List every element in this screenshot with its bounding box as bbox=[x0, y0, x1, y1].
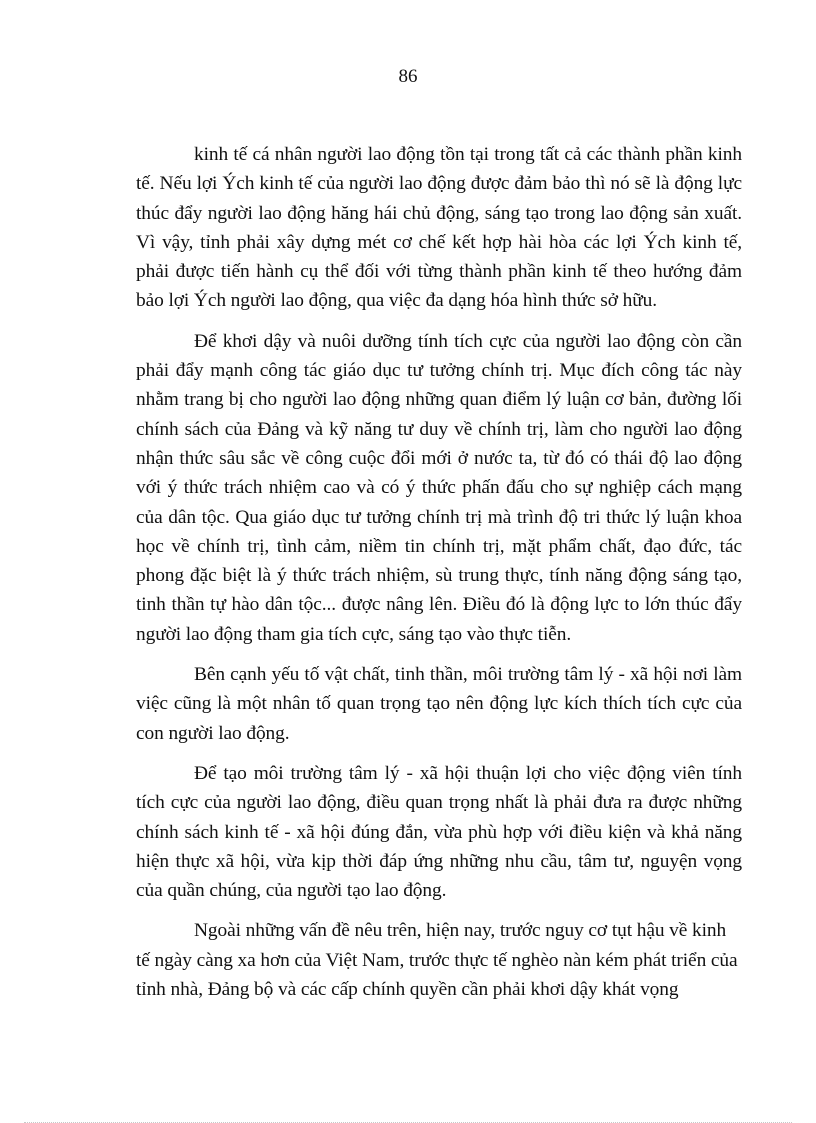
paragraph: Bên cạnh yếu tố vật chất, tinh thần, môi trường tâm lý - xã hội nơi làm việc cũng là một nhân tố quan trọng tạo nên động lực kích thích tích cực của con người lao động. bbox=[136, 664, 742, 744]
paragraph: Để tạo môi trường tâm lý - xã hội thuận lợi cho việc động viên tính tích cực của người lao động, điều quan trọng nhất là phải đưa ra được những chính sách kinh tế - xã hội đúng đắn, vừa phù hợp với điều kiện và khả năng hiện thực xã hội, vừa kịp thời đáp ứng những nhu cầu, tâm tư, nguyện vọng của quần chúng, của người tạo lao động. bbox=[136, 762, 742, 902]
page-number: 86 bbox=[398, 66, 418, 87]
paragraph: Để khơi dậy và nuôi dưỡng tính tích cực của người lao động còn cần phải đẩy mạnh công tác giáo dục tư tưởng chính trị. Mục đích công tác này nhằm trang bị cho người lao động những quan điểm lý luận cơ bản, đường lối chính sách của Đảng và kỹ năng tư duy về chính trị, làm cho người lao động nhận thức sâu sắc về công cuộc đổi mới ở nước ta, từ đó có thái độ lao động với ý thức trách nhiệm cao và có ý thức phấn đấu cho sự nghiệp cách mạng của dân tộc. Qua giáo dục tư tưởng chính trị mà trình độ tri thức lý luận khoa học về chính trị, tình cảm, niềm tin chính trị, mặt phẩm chất, đạo đức, tác phong đặc biệt là ý thức trách nhiệm, sù trung thực, tính năng động sáng tạo, tinh thần tự hào dân tộc... được nâng lên. Điều đó là động lực to lớn thúc đẩy người lao động tham gia tích cực, sáng tạo vào thực tiễn. bbox=[136, 330, 742, 645]
body-text bbox=[136, 140, 742, 1004]
paragraph: kinh tế cá nhân người lao động tồn tại trong tất cả các thành phần kinh tế. Nếu lợi Ých kinh tế của người lao động được đảm bảo thì nó sẽ là động lực thúc đẩy người lao động hăng hái chủ động, sáng tạo trong lao động sản xuất. Vì vậy, tỉnh phải xây dựng mét cơ chế kết hợp hài hòa các lợi Ých kinh tế, phải được tiến hành cụ thể đối với từng thành phần kinh tế theo hướng đảm bảo lợi Ých người lao động, qua việc đa dạng hóa hình thức sở hữu. bbox=[136, 144, 742, 312]
paragraph: Ngoài những vấn đề nêu trên, hiện nay, trước nguy cơ tụt hậu về kinh tế ngày càng xa hơn của Việt Nam, trước thực tế nghèo nàn kém phát triển của tỉnh nhà, Đảng bộ và các cấp chính quyền cần phải khơi dậy khát vọng bbox=[136, 920, 738, 1001]
